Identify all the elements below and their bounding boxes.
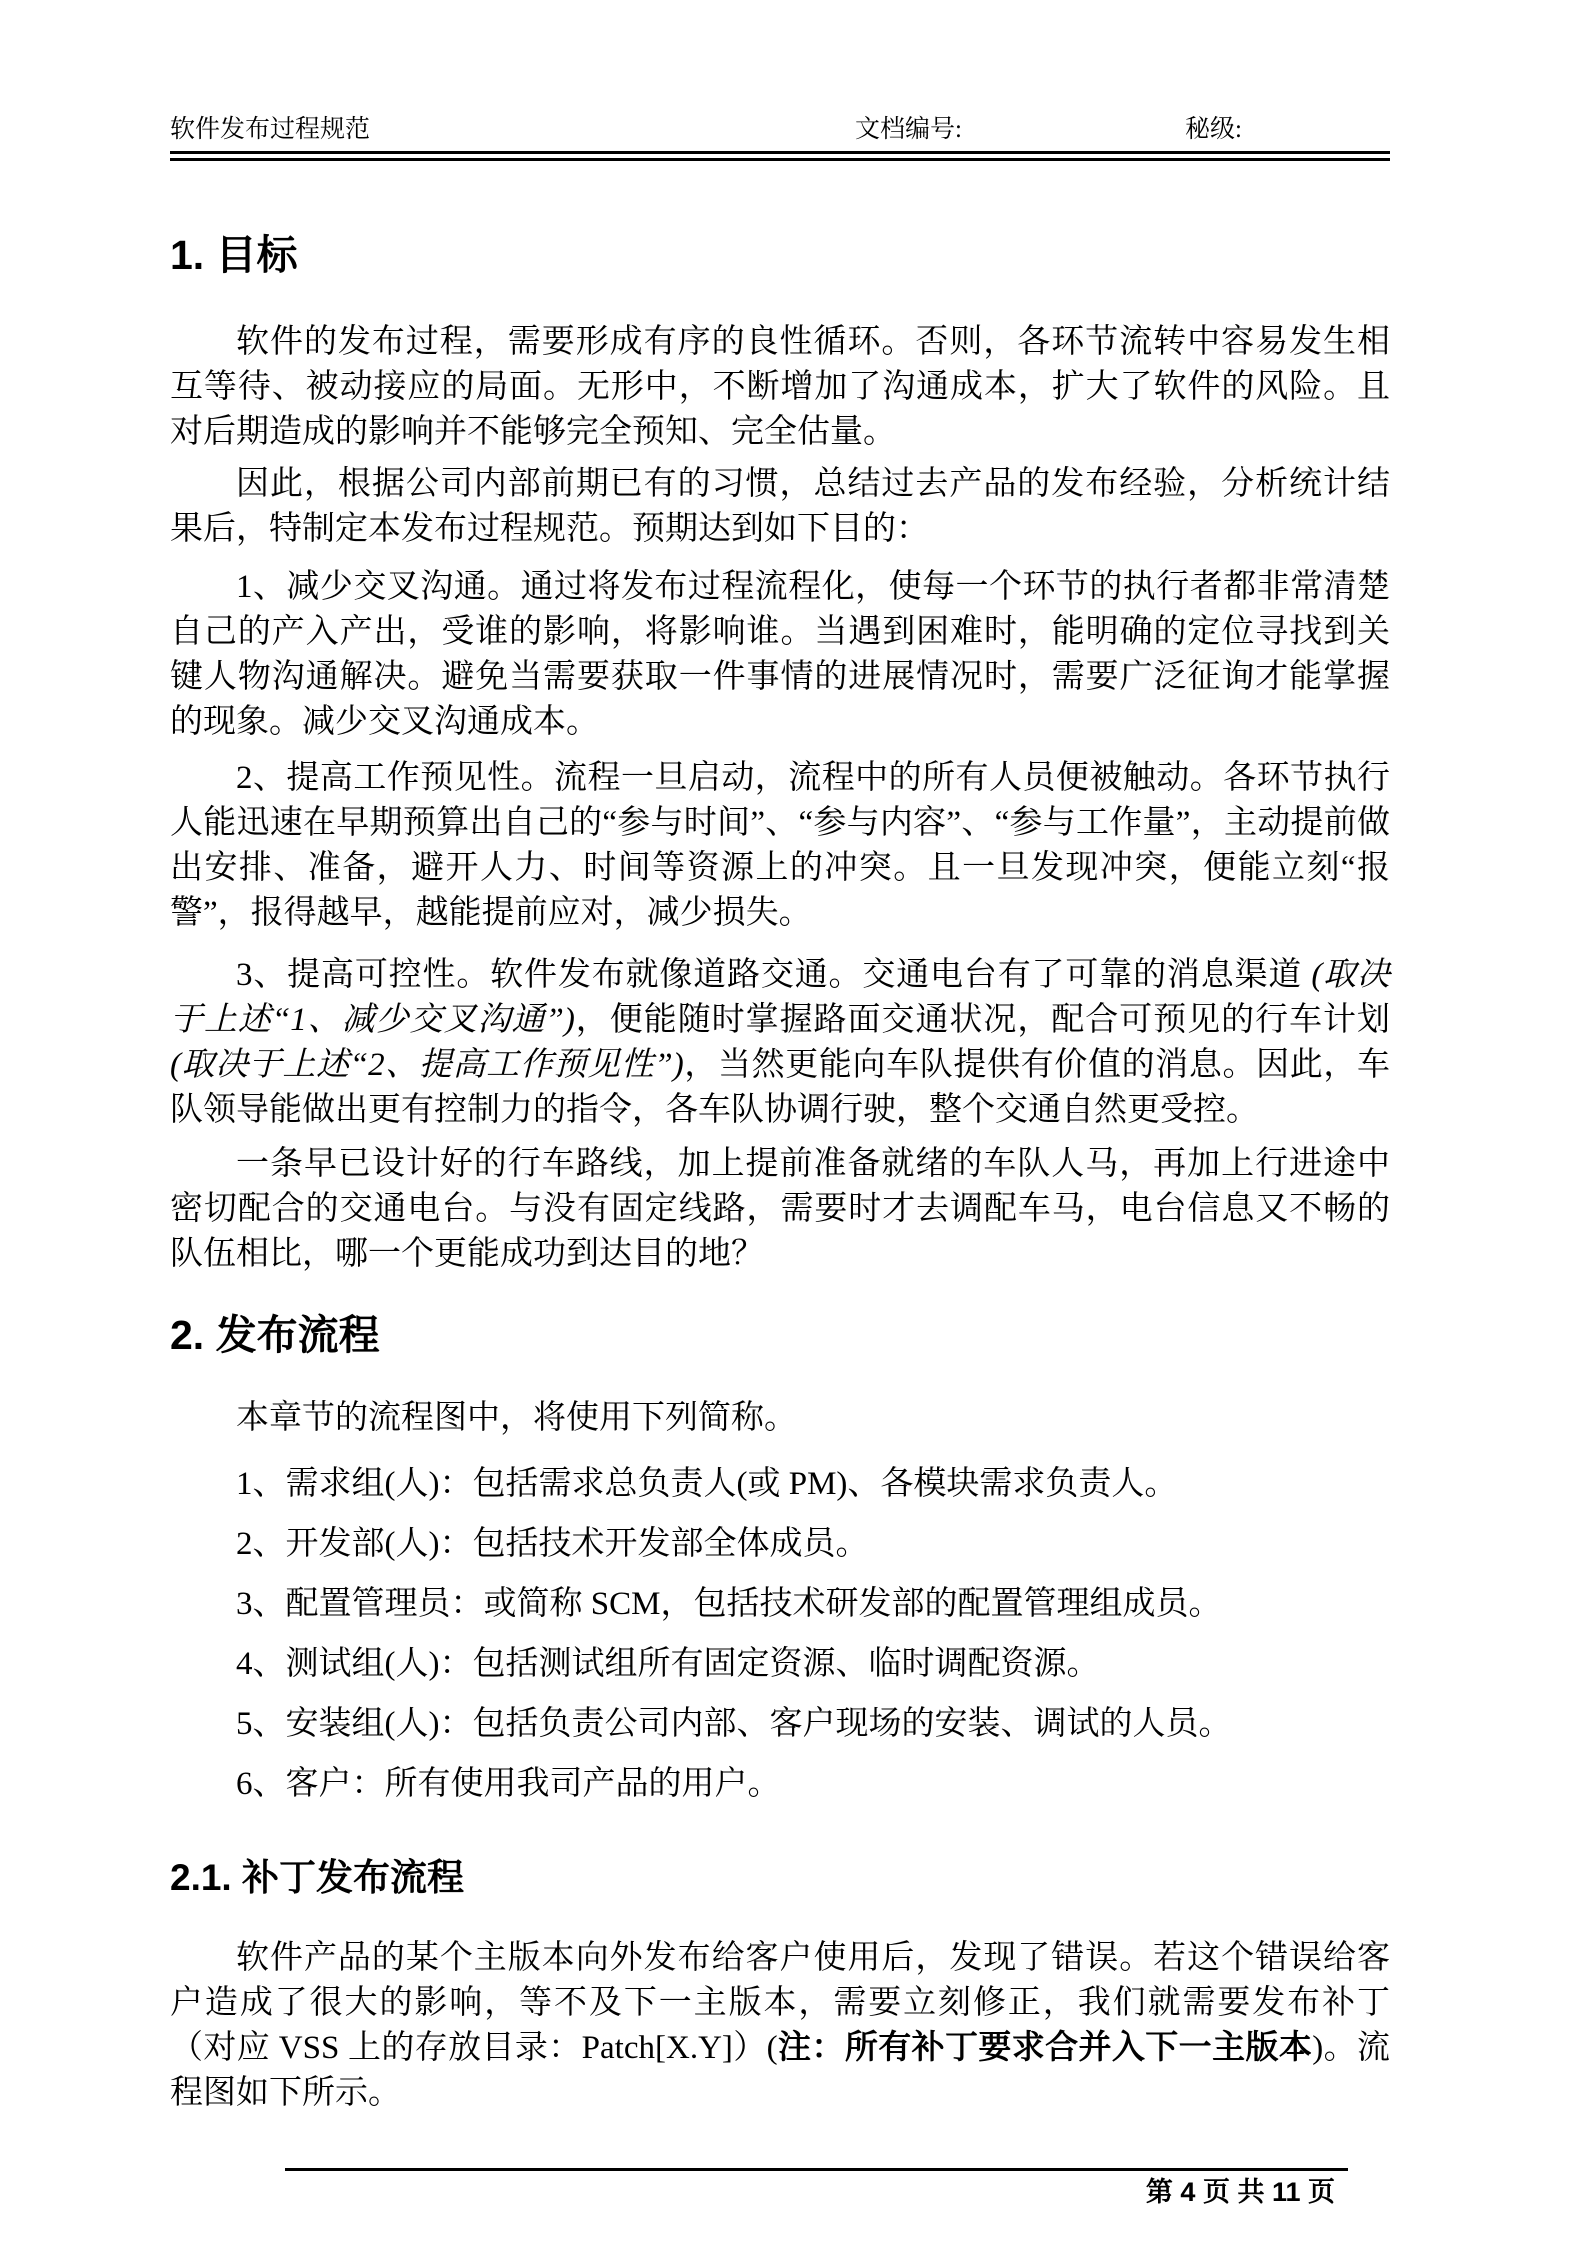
list-item-customer: 6、客户：所有使用我司产品的用户。 xyxy=(236,1766,781,1802)
paragraph-patch-intro xyxy=(170,1936,1390,2116)
paragraph-goal-intro: 软件的发布过程，需要形成有序的良性循环。否则，各环节流转中容易发生相互等待、被动接应的局面。无形中，不断增加了沟通成本，扩大了软件的风险。且对后期造成的影响并不能够完全预知、完全估量。 xyxy=(170,324,1390,450)
goal-item-3-ref-2: (取决于上述“2、提高工作预见性”) xyxy=(170,1047,684,1083)
list-item-requirement-group: 1、需求组(人)：包括需求总负责人(或 PM)、各模块需求负责人。 xyxy=(236,1466,1178,1502)
list-item-dev-department: 2、开发部(人)：包括技术开发部全体成员。 xyxy=(236,1526,869,1562)
goal-item-3-run-1: 3、提高可控性。软件发布就像道路交通。交通电台有了可靠的消息渠道 xyxy=(236,957,1312,993)
header-security-label: 秘级: xyxy=(1185,116,1242,143)
goal-item-3-run-3: ，当然更能向车队提供有价值的消息。因此，车队领导能做出更有控制力的指令，各车队协调行驶，整个交通自然更受控。 xyxy=(170,1047,1391,1128)
paragraph-goal-purpose: 因此，根据公司内部前期已有的习惯，总结过去产品的发布经验，分析统计结果后，特制定本发布过程规范。预期达到如下目的： xyxy=(170,466,1390,547)
goal-item-3-run-2: ，便能随时掌握路面交通状况，配合可预见的行车计划 xyxy=(574,1002,1391,1038)
header-doc-number-label: 文档编号: xyxy=(855,116,962,143)
footer-page-indicator: 第 4 页 共 11 页 xyxy=(1145,2177,1335,2207)
patch-intro-run-1: 软件产品的某个主版本向外发布给客户使用后，发现了错误。若这个错误给客户造成了很大的影响，等不及下一主版本，需要立刻修正，我们就需要发布补丁（对应 VSS 上的存放目录：Patch[X.Y]）( xyxy=(170,1940,1390,2066)
paragraph-goal-item-3 xyxy=(170,953,1390,1133)
header-document-title: 软件发布过程规范 xyxy=(170,116,371,143)
section-1-heading: 1. 目标 xyxy=(170,232,298,278)
list-item-install-group: 5、安装组(人)：包括负责公司内部、客户现场的安装、调试的人员。 xyxy=(236,1706,1232,1742)
paragraph-goal-item-1: 1、减少交叉沟通。通过将发布过程流程化，使每一个环节的执行者都非常清楚自己的产入产出，受谁的影响，将影响谁。当遇到困难时，能明确的定位寻找到关键人物沟通解决。避免当需要获取一件事情的进展情况时，需要广泛征询才能掌握的现象。减少交叉沟通成本。 xyxy=(170,569,1390,740)
paragraph-goal-item-2: 2、提高工作预见性。流程一旦启动，流程中的所有人员便被触动。各环节执行人能迅速在早期预算出自己的“参与时间”、“参与内容”、“参与工作量”，主动提前做出安排、准备，避开人力、时间等资源上的冲突。且一旦发现冲突，便能立刻“报警”，报得越早，越能提前应对，减少损失。 xyxy=(170,760,1390,931)
patch-intro-note-bold: 注：所有补丁要求合并入下一主版本 xyxy=(777,2030,1313,2066)
footer-rule xyxy=(285,2168,1348,2171)
paragraph-goal-analogy: 一条早已设计好的行车路线，加上提前准备就绪的车队人马，再加上行进途中密切配合的交通电台。与没有固定线路，需要时才去调配车马，电台信息又不畅的队伍相比，哪一个更能成功到达目的地？ xyxy=(170,1146,1390,1272)
list-item-test-group: 4、测试组(人)：包括测试组所有固定资源、临时调配资源。 xyxy=(236,1646,1100,1682)
section-2-1-heading: 2.1. 补丁发布流程 xyxy=(170,1857,464,1898)
page-header xyxy=(170,110,1390,150)
patch-intro-run-2: )。流程图如下所示。 xyxy=(170,2030,1390,2111)
list-item-scm: 3、配置管理员：或简称 SCM，包括技术研发部的配置管理组成员。 xyxy=(236,1586,1222,1622)
paragraph-process-intro: 本章节的流程图中，将使用下列简称。 xyxy=(236,1400,797,1436)
section-2-heading: 2. 发布流程 xyxy=(170,1312,380,1358)
goal-item-3-ref-1: (取决于上述“1、减少交叉沟通”) xyxy=(170,957,1391,1038)
header-rule xyxy=(170,151,1390,161)
